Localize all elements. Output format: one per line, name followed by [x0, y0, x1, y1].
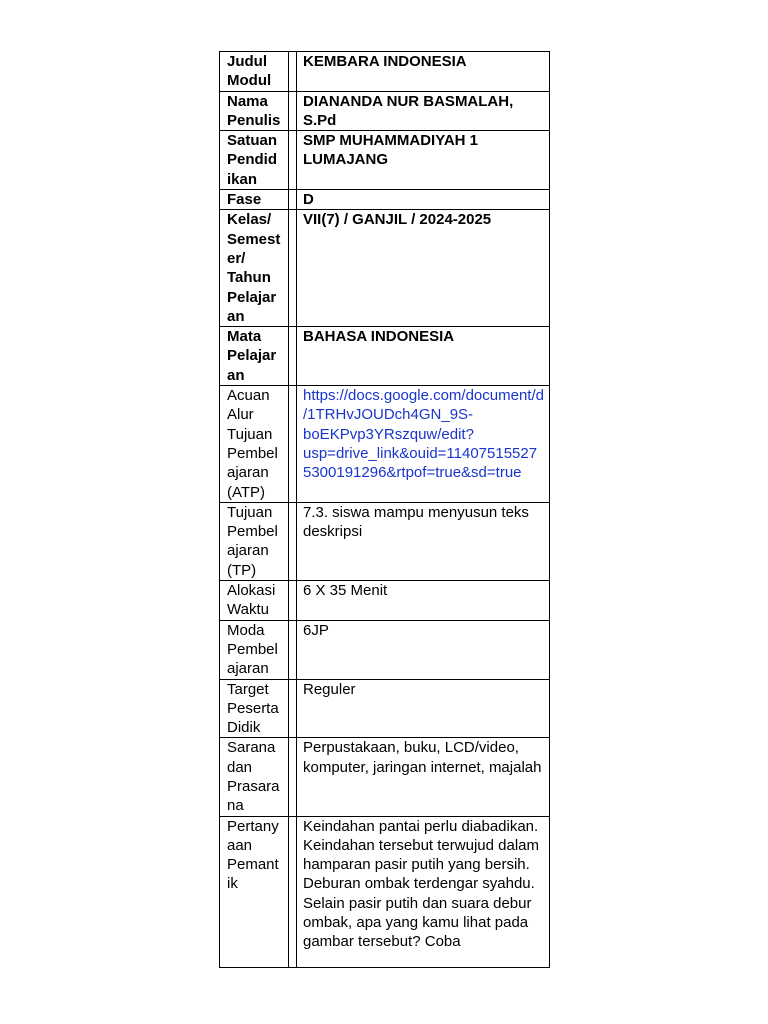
module-info-table — [219, 51, 550, 968]
table-row — [220, 327, 550, 386]
label-moda-pembelajaran: Moda Pembel ajaran — [220, 620, 289, 679]
table-row — [220, 91, 550, 131]
column-separator — [289, 190, 297, 210]
label-alokasi-waktu: Alokasi Waktu — [220, 581, 289, 621]
table-row — [220, 620, 550, 679]
label-nama-penulis: Nama Penulis — [220, 91, 289, 131]
table-row — [220, 131, 550, 190]
label-pertanyaan-pemantik: Pertany aan Pemant ik — [220, 816, 289, 967]
value-alokasi-waktu: 6 X 35 Menit — [297, 581, 550, 621]
label-target-peserta-didik: Target Peserta Didik — [220, 679, 289, 738]
column-separator — [289, 327, 297, 386]
value-mata-pelajaran: BAHASA INDONESIA — [297, 327, 550, 386]
value-nama-penulis: DIANANDA NUR BASMALAH, S.Pd — [297, 91, 550, 131]
table-row — [220, 52, 550, 92]
value-target-peserta-didik: Reguler — [297, 679, 550, 738]
column-separator — [289, 502, 297, 580]
column-separator — [289, 620, 297, 679]
table-row — [220, 738, 550, 816]
value-judul-modul: KEMBARA INDONESIA — [297, 52, 550, 92]
table-row — [220, 679, 550, 738]
column-separator — [289, 679, 297, 738]
value-satuan-pendidikan: SMP MUHAMMADIYAH 1 LUMAJANG — [297, 131, 550, 190]
value-pertanyaan-pemantik: Keindahan pantai perlu diabadikan. Keindahan tersebut terwujud dalam hamparan pasir putih yang bersih. Deburan ombak terdengar syahdu. Selain pasir putih dan suara debur ombak, apa yang kamu lihat pada gambar tersebut? Coba — [297, 816, 550, 967]
column-separator — [289, 210, 297, 327]
table-row — [220, 816, 550, 967]
label-satuan-pendidikan: Satuan Pendid ikan — [220, 131, 289, 190]
table-row — [220, 581, 550, 621]
column-separator — [289, 816, 297, 967]
table-row — [220, 502, 550, 580]
value-fase: D — [297, 190, 550, 210]
column-separator — [289, 581, 297, 621]
column-separator — [289, 131, 297, 190]
label-judul-modul: Judul Modul — [220, 52, 289, 92]
value-sarana-prasarana: Perpustakaan, buku, LCD/video, komputer, jaringan internet, majalah — [297, 738, 550, 816]
column-separator — [289, 91, 297, 131]
column-separator — [289, 52, 297, 92]
value-tujuan-pembelajaran: 7.3. siswa mampu menyusun teks deskripsi — [297, 502, 550, 580]
table-row — [220, 210, 550, 327]
column-separator — [289, 738, 297, 816]
label-fase: Fase — [220, 190, 289, 210]
value-kelas-semester: VII(7) / GANJIL / 2024-2025 — [297, 210, 550, 327]
label-mata-pelajaran: Mata Pelajar an — [220, 327, 289, 386]
value-moda-pembelajaran: 6JP — [297, 620, 550, 679]
table-row — [220, 190, 550, 210]
column-separator — [289, 386, 297, 503]
atp-document-link[interactable]: https://docs.google.com/document/d/1TRHvJOUDch4GN_9S-boEKPvp3YRszquw/edit?usp=drive_link&ouid=114075155275300191296&rtpof=true&sd=true — [297, 386, 550, 503]
label-kelas-semester: Kelas/ Semest er/ Tahun Pelajar an — [220, 210, 289, 327]
label-tujuan-pembelajaran: Tujuan Pembel ajaran (TP) — [220, 502, 289, 580]
table-row — [220, 386, 550, 503]
label-sarana-prasarana: Sarana dan Prasara na — [220, 738, 289, 816]
label-acuan-atp: Acuan Alur Tujuan Pembel ajaran (ATP) — [220, 386, 289, 503]
